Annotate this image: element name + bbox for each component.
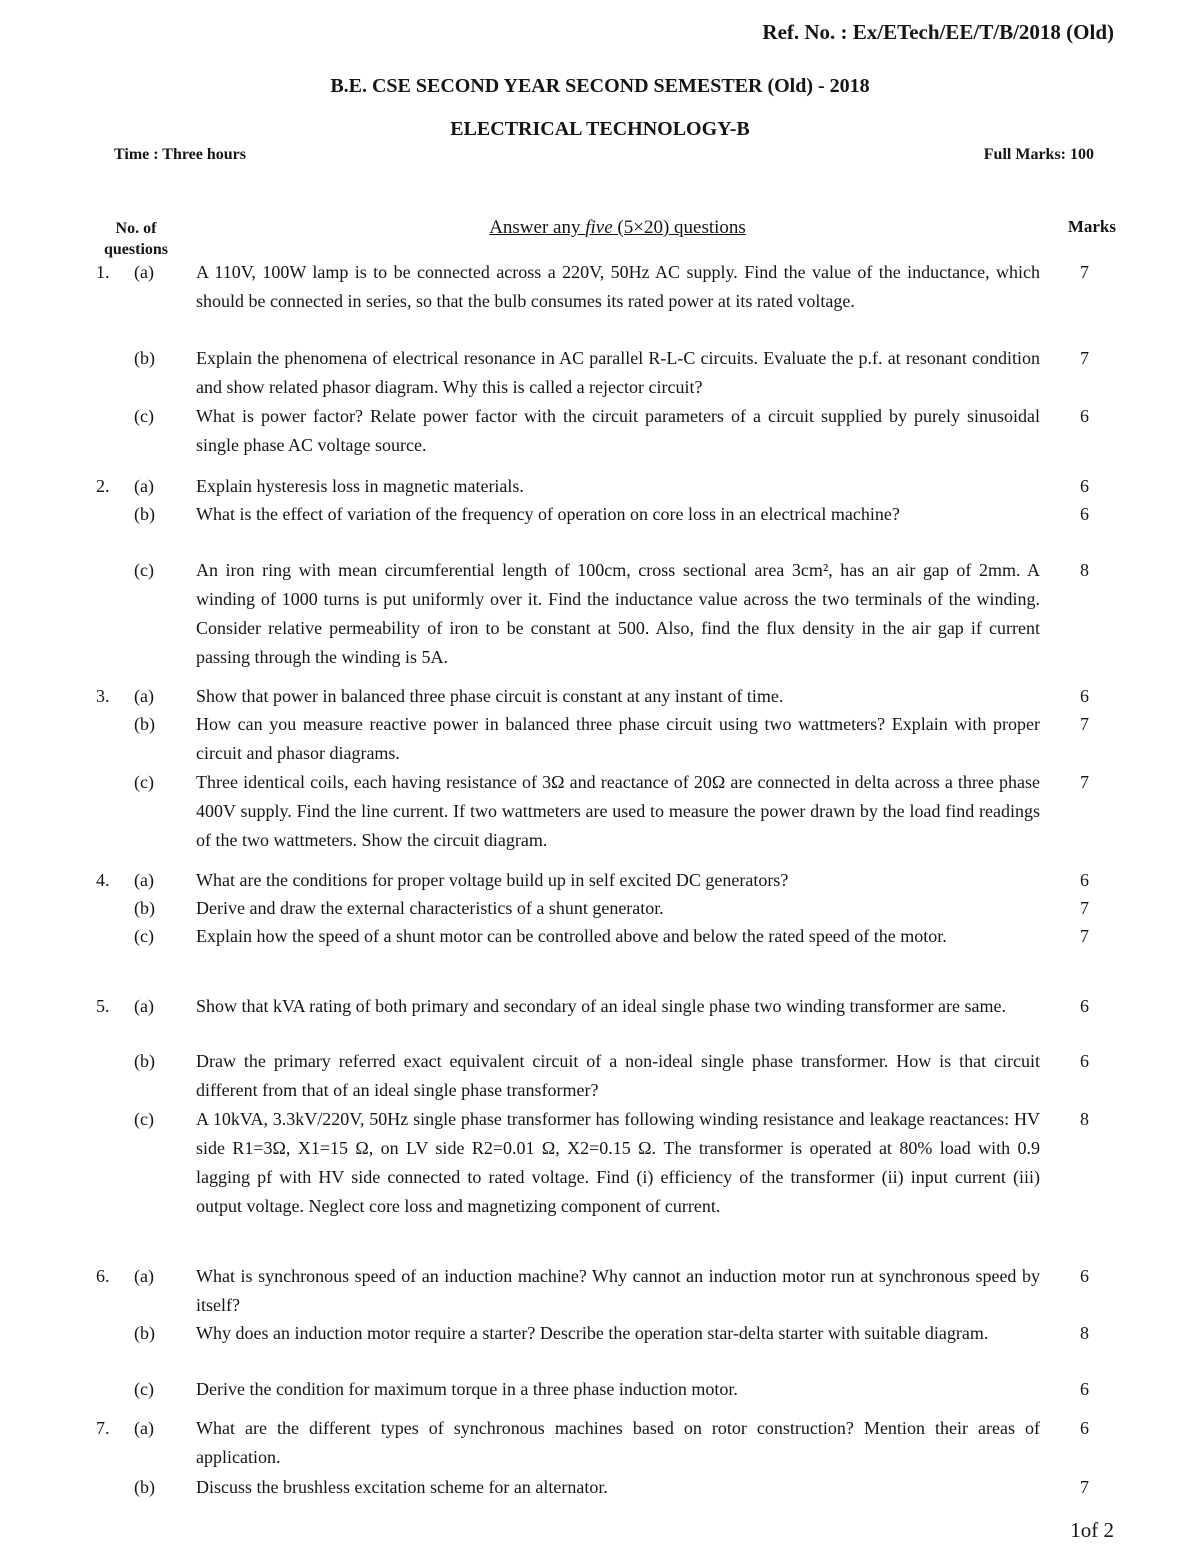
part-marks: 7	[1080, 772, 1089, 792]
column-header-questions: questions	[103, 241, 169, 258]
part-label: (a)	[134, 262, 154, 282]
question-number: 6.	[96, 1266, 110, 1286]
question-number: 2.	[96, 476, 110, 496]
column-header-no-of: No. of	[115, 220, 157, 237]
part-label: (c)	[134, 1109, 154, 1129]
question-text: Draw the primary referred exact equivalent circuit of a non-ideal single phase transformer. How is that circuit different from that of an ideal single phase transformer?	[196, 1051, 1040, 1100]
part-marks: 8	[1080, 1109, 1089, 1129]
part-marks: 6	[1080, 1051, 1089, 1071]
part-label: (a)	[134, 1418, 154, 1438]
part-marks: 6	[1080, 996, 1089, 1016]
reference-number: Ref. No. : Ex/ETech/EE/T/B/2018 (Old)	[762, 20, 1114, 44]
question-text: A 10kVA, 3.3kV/220V, 50Hz single phase transformer has following winding resistance and leakage reactances: HV side R1=3Ω, X1=15 Ω, on LV side R2=0.01 Ω, X2=0.15 Ω. The transformer is operated at 80% load with 0.9 lagging pf with HV side connected to rated voltage. Find (i) efficiency of the transformer (ii) input current (iii) output voltage. Neglect core loss and magnetizing component of current.	[196, 1109, 1040, 1216]
instruction-post: (5×20) questions	[612, 217, 746, 238]
question-number: 1.	[96, 262, 110, 282]
column-header-marks: Marks	[1067, 217, 1116, 236]
question-text: What are the conditions for proper voltage build up in self excited DC generators?	[196, 870, 789, 890]
question-text: A 110V, 100W lamp is to be connected across a 220V, 50Hz AC supply. Find the value of the inductance, which should be connected in series, so that the bulb consumes its rated power at its rated voltage.	[196, 262, 1040, 311]
instruction-emphasis: five	[585, 217, 613, 238]
part-marks: 7	[1080, 898, 1089, 918]
part-label: (b)	[134, 1323, 155, 1343]
part-label: (c)	[134, 772, 154, 792]
part-marks: 6	[1080, 1418, 1089, 1438]
part-marks: 6	[1080, 476, 1089, 496]
question-number: 3.	[96, 686, 110, 706]
question-text: An iron ring with mean circumferential length of 100cm, cross sectional area 3cm², has an air gap of 2mm. A winding of 1000 turns is put uniformly over it. Find the inductance value across the two terminals of the winding. Consider relative permeability of iron to be constant at 500. Also, find the flux density in the air gap if current passing through the winding is 5A.	[196, 560, 1040, 667]
subject-title: ELECTRICAL TECHNOLOGY-B	[450, 118, 750, 140]
part-label: (b)	[134, 1477, 155, 1497]
exam-time: Time : Three hours	[114, 146, 247, 163]
part-marks: 8	[1080, 560, 1089, 580]
part-label: (c)	[134, 560, 154, 580]
question-text: Show that kVA rating of both primary and secondary of an ideal single phase two winding transformer are same.	[196, 996, 1006, 1016]
question-text: Explain hysteresis loss in magnetic materials.	[196, 476, 524, 496]
page-number: 1of 2	[1070, 1518, 1114, 1542]
part-marks: 6	[1080, 870, 1089, 890]
question-number: 7.	[96, 1418, 110, 1438]
part-label: (c)	[134, 1379, 154, 1399]
part-marks: 7	[1080, 1477, 1089, 1497]
instruction-pre: Answer any	[489, 217, 586, 238]
part-label: (a)	[134, 476, 154, 496]
part-label: (c)	[134, 926, 154, 946]
part-label: (b)	[134, 898, 155, 918]
question-text: How can you measure reactive power in balanced three phase circuit using two wattmeters? Explain with proper circuit and phasor diagrams.	[196, 714, 1040, 763]
part-label: (b)	[134, 348, 155, 368]
part-marks: 7	[1080, 926, 1089, 946]
question-text: Discuss the brushless excitation scheme for an alternator.	[196, 1477, 608, 1497]
part-marks: 6	[1080, 1266, 1089, 1286]
question-text: Derive and draw the external characteristics of a shunt generator.	[196, 898, 664, 918]
course-title: B.E. CSE SECOND YEAR SECOND SEMESTER (Old) - 2018	[330, 75, 870, 97]
part-label: (b)	[134, 714, 155, 734]
part-label: (a)	[134, 1266, 154, 1286]
full-marks: Full Marks: 100	[983, 146, 1094, 163]
part-label: (c)	[134, 406, 154, 426]
question-text: What is power factor? Relate power factor with the circuit parameters of a circuit supplied by purely sinusoidal single phase AC voltage source.	[196, 406, 1040, 455]
part-label: (a)	[134, 686, 154, 706]
part-marks: 7	[1080, 348, 1089, 368]
part-label: (b)	[134, 1051, 155, 1071]
part-marks: 6	[1080, 406, 1089, 426]
part-label: (b)	[134, 504, 155, 524]
question-text: What are the different types of synchronous machines based on rotor construction? Mention their areas of application.	[196, 1418, 1040, 1467]
instruction	[0, 217, 1200, 239]
question-number: 4.	[96, 870, 110, 890]
question-text: Derive the condition for maximum torque in a three phase induction motor.	[196, 1379, 738, 1399]
part-marks: 8	[1080, 1323, 1089, 1343]
question-text: Explain the phenomena of electrical resonance in AC parallel R-L-C circuits. Evaluate the p.f. at resonant condition and show related phasor diagram. Why this is called a rejector circuit?	[196, 348, 1040, 397]
part-marks: 6	[1080, 1379, 1089, 1399]
part-marks: 6	[1080, 504, 1089, 524]
question-text: What is the effect of variation of the frequency of operation on core loss in an electrical machine?	[196, 504, 900, 524]
part-label: (a)	[134, 870, 154, 890]
part-marks: 7	[1080, 714, 1089, 734]
question-text: Three identical coils, each having resistance of 3Ω and reactance of 20Ω are connected in delta across a three phase 400V supply. Find the line current. If two wattmeters are used to measure the power drawn by the load find readings of the two wattmeters. Show the circuit diagram.	[196, 772, 1040, 850]
question-text: Explain how the speed of a shunt motor can be controlled above and below the rated speed of the motor.	[196, 926, 947, 946]
part-label: (a)	[134, 996, 154, 1016]
part-marks: 6	[1080, 686, 1089, 706]
part-marks: 7	[1080, 262, 1089, 282]
question-text: Show that power in balanced three phase circuit is constant at any instant of time.	[196, 686, 784, 706]
question-number: 5.	[96, 996, 110, 1016]
question-text: Why does an induction motor require a starter? Describe the operation star-delta starter with suitable diagram.	[196, 1323, 989, 1343]
question-text: What is synchronous speed of an induction machine? Why cannot an induction motor run at synchronous speed by itself?	[196, 1266, 1040, 1315]
